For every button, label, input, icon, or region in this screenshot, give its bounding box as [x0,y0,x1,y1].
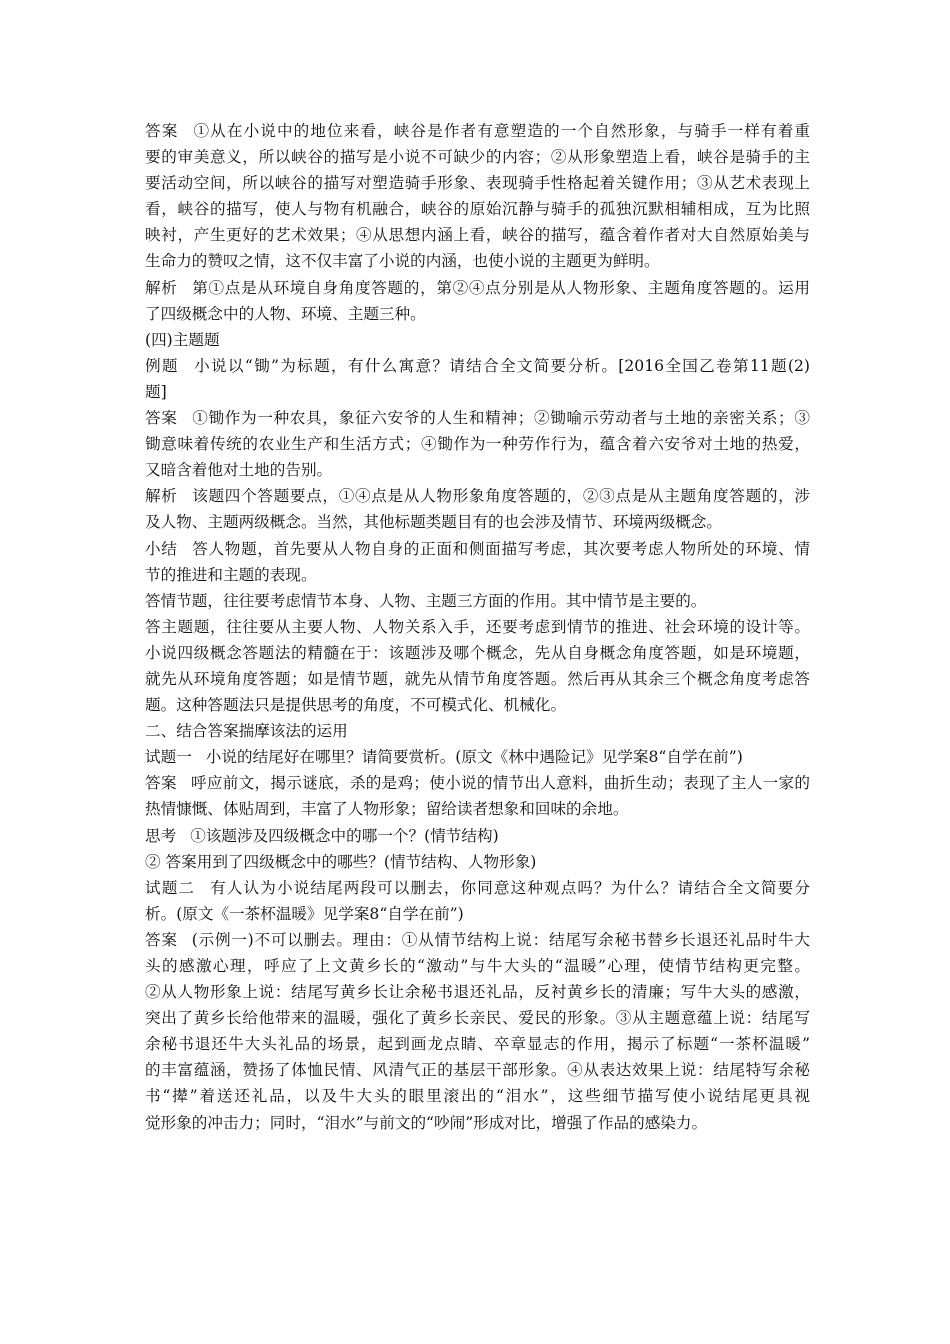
line-text: 第①点是从环境自身角度答题的，第②④点分别是从人物形象、主题角度答题的。运用 [191,278,810,297]
line-text: 有人认为小说结尾两段可以删去，你同意这种观点吗？为什么？请结合全文简要分 [209,878,810,897]
section-label: 答案 [145,409,178,428]
line-text: 要活动空间，所以峡谷的描写对塑造骑手形象、表现骑手性格起着关键作用；③从艺术表现上 [145,174,810,193]
section-label: 解析 [145,487,178,506]
line-text: ①该题涉及四级概念中的哪一个？(情节结构) [190,826,499,845]
section-label: 小结 [145,539,178,558]
line-text: 热情慷慨、体贴周到，丰富了人物形象；留给读者想象和回味的余地。 [145,800,629,819]
line-text: 答情节题，往往要考虑情节本身、人物、主题三方面的作用。其中情节是主要的。 [145,591,707,610]
section-label: 答案 [145,930,178,949]
text-line [145,562,810,588]
text-line [145,301,810,327]
line-text: 要的审美意义，所以峡谷的描写是小说不可缺少的内容；②从形象塑造上看，峡谷是骑手的主 [145,148,810,167]
line-text: 余秘书退还牛大头礼品的场景，起到画龙点睛、卒章显志的作用，揭示了标题“一茶杯温暖” [145,1035,810,1054]
line-text: 节的推进和主题的表现。 [145,565,317,584]
line-text: 又暗含着他对土地的告别。 [145,461,333,480]
text-line [145,875,810,901]
line-text: 及人物、主题两级概念。当然，其他标题类题目有的也会涉及情节、环境两级概念。 [145,513,722,532]
line-text: 答人物题，首先要从人物自身的正面和侧面描写考虑，其次要考虑人物所处的环境、情 [191,539,810,558]
text-line [145,483,810,509]
line-text: (四)主题题 [145,330,220,349]
text-line [145,170,810,196]
text-line [145,1083,810,1109]
document-body [145,118,810,1136]
text-line [145,692,810,718]
section-label: 试题二 [145,878,196,897]
line-text: 二、结合答案揣摩该法的运用 [145,722,348,741]
text-line [145,770,810,796]
text-line [145,379,810,405]
section-label: 思考 [145,826,177,845]
line-text: 小说以“锄”为标题，有什么寓意？请结合全文简要分析。[2016全国乙卷第11题(2) [192,356,810,375]
line-text: 题] [145,382,167,401]
section-label: 答案 [145,774,177,793]
line-text: 映衬，产生更好的艺术效果；④从思想内涵上看，峡谷的描写，蕴含着作者对大自然原始美与 [145,226,810,245]
line-text: 书“撵”着送还礼品，以及牛大头的眼里滚出的“泪水”，这些细节描写使小说结尾更具视 [145,1087,810,1106]
text-line [145,431,810,457]
line-text: 小说四级概念答题法的精髓在于：该题涉及哪个概念，先从自身概念角度答题，如是环境题， [145,643,810,662]
text-line [145,222,810,248]
line-text: 的丰富蕴涵，赞扬了体恤民情、风清气正的基层干部形象。④从表达效果上说：结尾特写余秘 [145,1061,810,1080]
line-text: 觉形象的冲击力；同时，“泪水”与前文的“吵闹”形成对比，增强了作品的感染力。 [145,1113,708,1132]
line-text: 锄意味着传统的农业生产和生活方式；④锄作为一种劳作行为，蕴含着六安爷对土地的热爱， [145,435,810,454]
line-text: ② 答案用到了四级概念中的哪些？(情节结构、人物形象) [145,852,537,871]
text-line [145,248,810,274]
line-text: 看，峡谷的描写，使人与物有机融合，峡谷的原始沉静与骑手的孤独沉默相辅相成，互为比照 [145,200,810,219]
text-line [145,275,810,301]
text-line [145,849,810,875]
text-line [145,1031,810,1057]
text-line [145,927,810,953]
text-line [145,614,810,640]
text-line [145,640,810,666]
text-line [145,353,810,379]
section-label: 试题一 [145,748,192,767]
text-line [145,327,810,353]
text-line [145,457,810,483]
line-text: 该题四个答题要点，①④点是从人物形象角度答题的，②③点是从主题角度答题的，涉 [191,487,810,506]
line-text: 突出了黄乡长给他带来的温暖，强化了黄乡长亲民、爱民的形象。③从主题意蕴上说：结尾写 [145,1009,810,1028]
text-line [145,1057,810,1083]
line-text: 了四级概念中的人物、环境、主题三种。 [145,304,426,323]
line-text: ②从人物形象上说：结尾写黄乡长让余秘书退还礼品，反衬黄乡长的清廉；写牛大头的感激， [145,983,810,1002]
text-line [145,823,810,849]
line-text: 析。(原文《一茶杯温暖》见学案8“自学在前”) [145,904,464,923]
line-text: 题。这种答题法只是提供思考的角度，不可模式化、机械化。 [145,696,567,715]
text-line [145,588,810,614]
text-line [145,1005,810,1031]
line-text: 头的感激心理，呼应了上文黄乡长的“激动”与牛大头的“温暖”心理，使情节结构更完整。 [145,957,810,975]
text-line [145,718,810,744]
section-label: 例题 [145,356,179,375]
line-text: 呼应前文，揭示谜底，杀的是鸡；使小说的情节出人意料，曲折生动；表现了主人一家的 [190,774,810,793]
text-line [145,796,810,822]
text-line [145,509,810,535]
section-label: 解析 [145,278,178,297]
line-text: ①锄作为一种农具，象征六安爷的人生和精神；②锄喻示劳动者与土地的亲密关系；③ [191,409,810,428]
line-text: 答主题题，往往要从主要人物、人物关系入手，还要考虑到情节的推进、社会环境的设计等。 [145,617,810,636]
text-line [145,953,810,979]
text-line [145,405,810,431]
text-line [145,1110,810,1136]
section-label: 答案 [145,122,179,140]
text-line [145,979,810,1005]
text-line [145,744,810,770]
text-line [145,196,810,222]
line-text: 就先从环境角度答题；如是情节题，就先从情节角度答题。然后再从其余三个概念角度考虑答 [145,669,810,688]
line-text: (示例一)不可以删去。理由：①从情节结构上说：结尾写余秘书替乡长退还礼品时牛大 [191,930,810,949]
text-line [145,901,810,927]
text-line [145,144,810,170]
text-line [145,118,810,144]
line-text: 生命力的赞叹之情，这不仅丰富了小说的内涵，也使小说的主题更为鲜明。 [145,252,660,271]
line-text: ①从在小说中的地位来看，峡谷是作者有意塑造的一个自然形象，与骑手一样有着重 [192,122,810,140]
text-line [145,666,810,692]
line-text: 小说的结尾好在哪里？请简要赏析。(原文《林中遇险记》见学案8“自学在前”) [205,748,743,767]
text-line [145,536,810,562]
